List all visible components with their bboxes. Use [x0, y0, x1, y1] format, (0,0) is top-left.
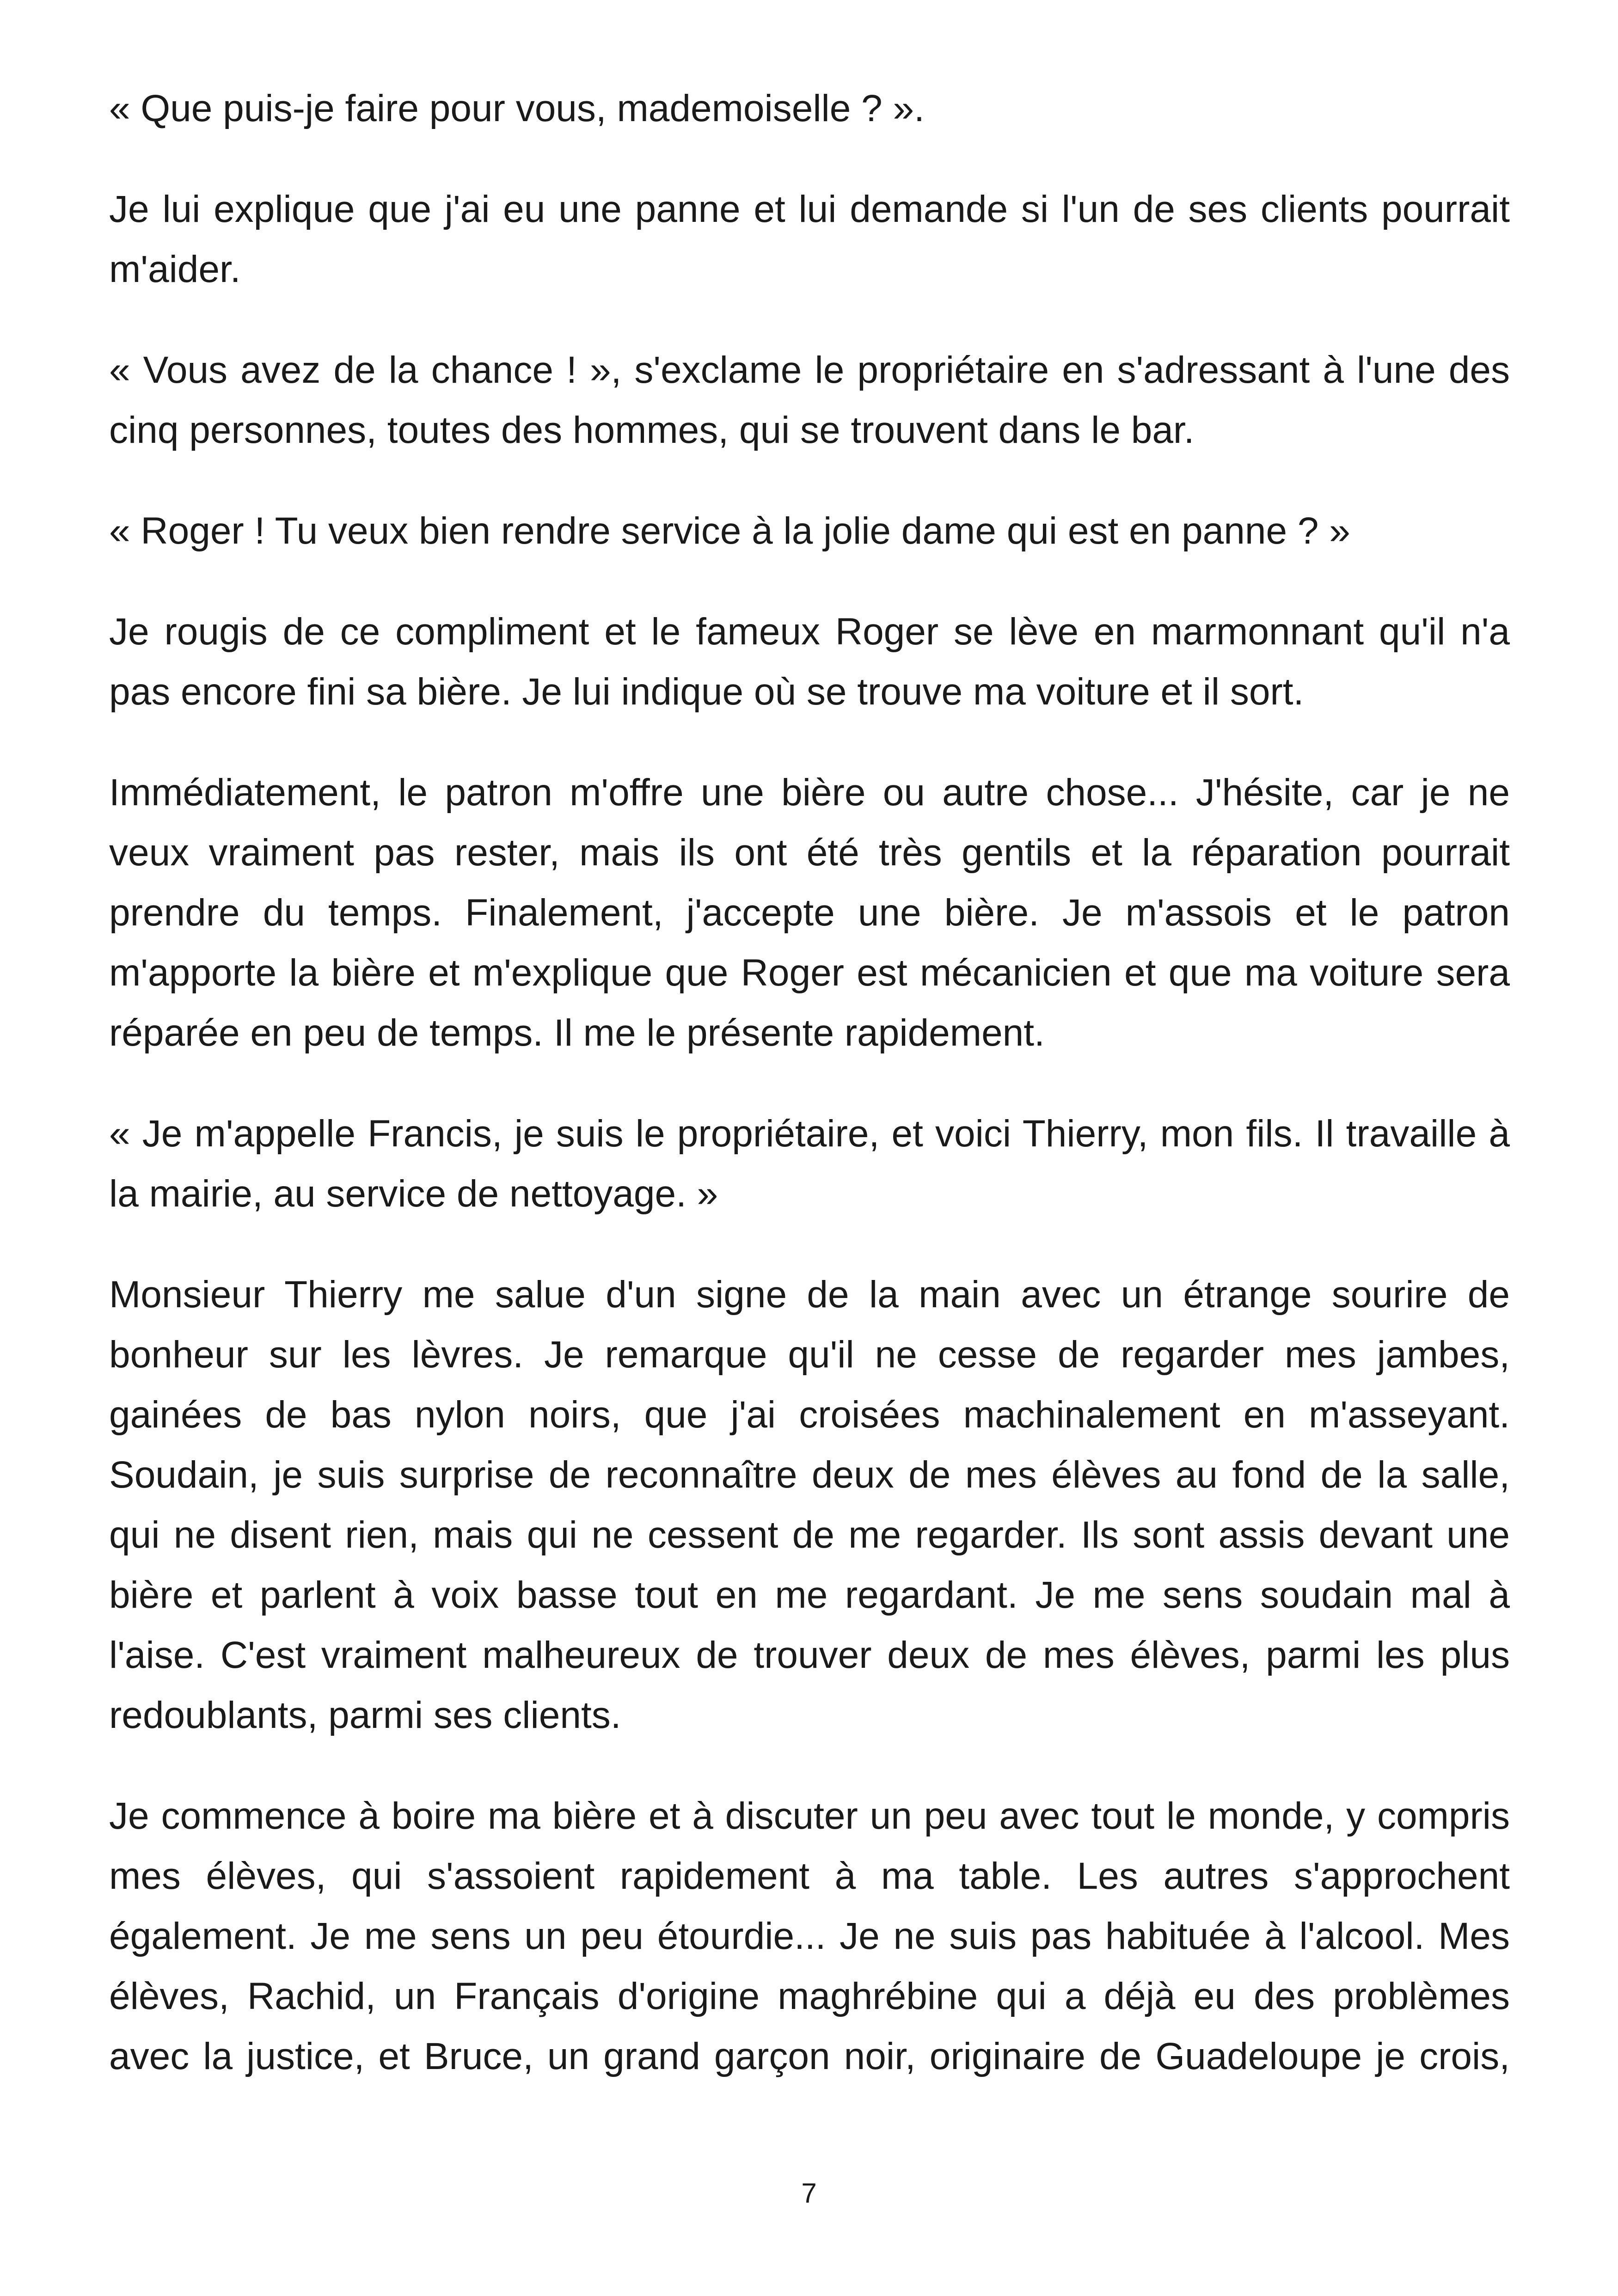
paragraph: « Je m'appelle Francis, je suis le propriétaire, et voici Thierry, mon fils. Il travaille à la mairie, au service de nettoyage. » [109, 1113, 1510, 1215]
paragraph: Immédiatement, le patron m'offre une bière ou autre chose... J'hésite, car je ne veux vraiment pas rester, mais ils ont été très gentils et la réparation pourrait prendre du temps. Finalement, j'accepte une bière. Je m'assois et le patron m'apporte la bière et m'explique que Roger est mécanicien et que ma voiture sera réparée en peu de temps. Il me le présente rapidement. [109, 771, 1510, 1054]
paragraph: « Que puis-je faire pour vous, mademoiselle ? ». [109, 87, 925, 129]
paragraph: « Vous avez de la chance ! », s'exclame le propriétaire en s'adressant à l'une des cinq personnes, toutes des hommes, qui se trouvent dans le bar. [109, 349, 1510, 451]
paragraph: Je rougis de ce compliment et le fameux Roger se lève en marmonnant qu'il n'a pas encore fini sa bière. Je lui indique où se trouve ma voiture et il sort. [109, 611, 1510, 713]
paragraph: « Roger ! Tu veux bien rendre service à la jolie dame qui est en panne ? » [109, 510, 1350, 552]
paragraph: Je commence à boire ma bière et à discuter un peu avec tout le monde, y compris mes élèves, qui s'assoient rapidement à ma table. Les autres s'approchent également. Je me sens un peu étourdie... Je ne suis pas habituée à l'alcool. Mes élèves, Rachid, un Français d'origine maghrébine qui a déjà eu des problèmes avec la justice, et Bruce, un grand garçon noir, originaire de Guadeloupe je crois, [109, 1795, 1510, 2077]
paragraph: Je lui explique que j'ai eu une panne et lui demande si l'un de ses clients pourrait m'aider. [109, 188, 1510, 290]
page-number: 7 [801, 2178, 817, 2209]
paragraph: Monsieur Thierry me salue d'un signe de la main avec un étrange sourire de bonheur sur les lèvres. Je remarque qu'il ne cesse de regarder mes jambes, gainées de bas nylon noirs, que j'ai croisées machinalement en m'asseyant. Soudain, je suis surprise de reconnaître deux de mes élèves au fond de la salle, qui ne disent rien, mais qui ne cessent de me regarder. Ils sont assis devant une bière et parlent à voix basse tout en me regardant. Je me sens soudain mal à l'aise. C'est vraiment malheureux de trouver deux de mes élèves, parmi les plus redoublants, parmi ses clients. [109, 1274, 1510, 1736]
page-body [109, 79, 1510, 2087]
